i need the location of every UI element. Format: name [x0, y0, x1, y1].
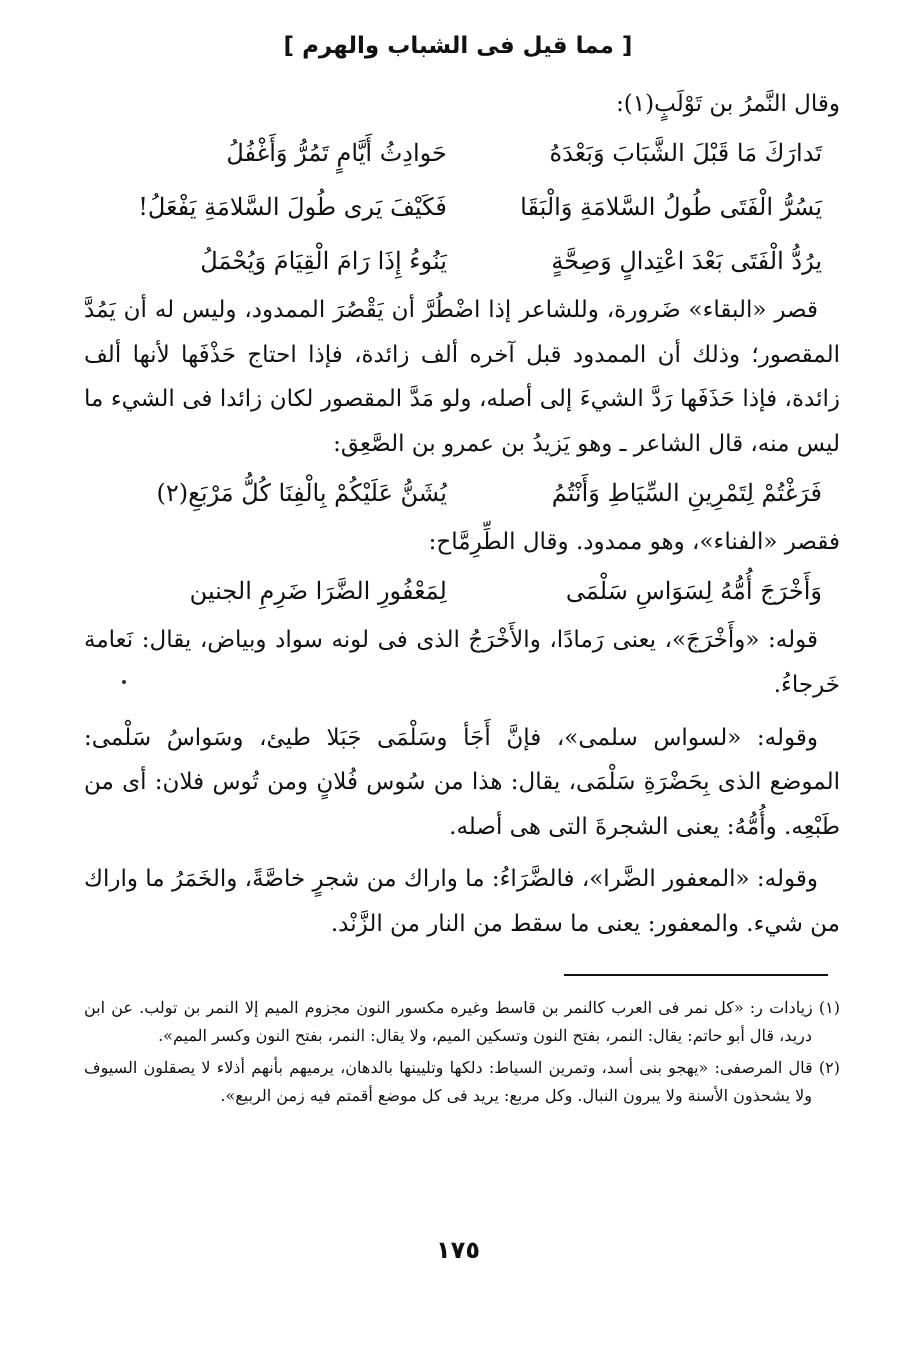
intro-line-1: وقال النَّمرُ بن تَوْلَبٍ(١): — [616, 91, 840, 117]
verse-first-hemistich: يرُدُّ الْفَتَى بَعْدَ اعْتِدالٍ وَصِحَّةٍ — [551, 247, 822, 275]
footnote-2: (٢) قال المرصفى: «يهجو بنى أسد، وتمرين السياط: دلكها وتليينها بالدهان، يرميهم بأنهم أذلاء لا يصقلون السيوف ولا يشحذون الأسنة ولا يبرون النبال. وكل مربع: يريد فى كل موضع أقمتم فيه زمن الربيع». — [84, 1058, 840, 1105]
verse-line — [84, 180, 840, 234]
running-title: [ مما قيل فى الشباب والهرم ] — [283, 33, 633, 59]
verse-line — [84, 466, 840, 520]
verse-second-hemistich: يَنُوءُ إِذَا رَامَ الْقِيَامَ وَيُحْمَلُ — [200, 247, 447, 275]
ink-speck — [122, 680, 126, 684]
page-number: ١٧٥ — [436, 1236, 480, 1264]
verse-first-hemistich: تَدارَكَ مَا قَبْلَ الشَّبَابَ وَبَعْدَهُ — [549, 139, 822, 167]
paragraph-2: قوله: «وأَخْرَجَ»، يعنى رَمادًا، والأَخْرَجُ الذى فى لونه سواد وبياض، يقال: نَعامة خَرجاءُ. — [84, 627, 840, 698]
footnotes — [84, 994, 840, 1114]
intro-line-2: فقصر «الفناء»، وهو ممدود. وقال الطِّرِمَّاح: — [428, 529, 840, 556]
verse-group-2 — [84, 466, 840, 520]
verse-first-hemistich: فَرَغْتُمْ لِتَمْرِينِ السِّيَاطِ وَأَنْتُمُ — [551, 479, 822, 508]
footnote-divider — [564, 974, 828, 976]
verse-line — [84, 234, 840, 288]
verse-line — [84, 126, 840, 180]
verse-first-hemistich: وَأَخْرَجَ أُمُّهُ لِسَوَاسِ سَلْمَى — [565, 577, 822, 606]
verse-group-3 — [84, 564, 840, 618]
verse-group-1 — [84, 126, 840, 288]
verse-second-hemistich: يُشَنُّ عَلَيْكُمْ بِالْفِنَا كُلُّ مَرْبَعِ(٢) — [156, 479, 447, 508]
main-text — [84, 82, 840, 947]
verse-line — [84, 564, 840, 618]
paragraph-4: وقوله: «المعفور الضَّرا»، فالضَّرَاءُ: ما واراك من شجرٍ خاصَّةً، والخَمَرُ ما واراك من شيء. والمعفور: يعنى ما سقط من النار من الزَّنْد. — [84, 866, 840, 937]
verse-second-hemistich: فَكَيْفَ يَرى طُولَ السَّلامَةِ يَفْعَلُ! — [138, 193, 447, 221]
footnote-1: (١) زيادات ر: «كل نمر فى العرب كالنمر بن قاسط وغيره مكسور النون مجزوم الميم إلا النمر بن تولب. عن ابن دريد، قال أبو حاتم: يقال: النمر، بفتح النون وتسكين الميم، ولا يقال: النمر، بفتح النون وكسر الميم». — [84, 998, 840, 1045]
verse-second-hemistich: حَوادِثُ أَيَّامٍ تَمُرُّ وَأَغْفُلُ — [226, 139, 447, 167]
paragraph-3: وقوله: «لسواس سلمى»، فإنَّ أَجَأ وسَلْمَى جَبَلا طيئ، وسَواسُ سَلْمى: الموضع الذى بِحَضْرَةِ سَلْمَى، يقال: هذا من سُوس فُلانٍ ومن تُوس فلان: أى من طَبْعِه. وأُمُّهُ: يعنى الشجرةَ التى هى أصله. — [84, 724, 840, 840]
verse-first-hemistich: يَسُرُّ الْفَتَى طُولُ السَّلامَةِ وَالْبَقَا — [520, 193, 822, 221]
paragraph-1: قصر «البقاء» ضَرورة، وللشاعر إذا اضْطُرَّ أن يَقْصُرَ الممدود، وليس له أن يَمُدَّ المقصور؛ وذلك أن الممدود قبل آخره ألف زائدة، فإذا احتاج حَذْفَها لأنها ألف زائدة، فإذا حَذَفَها رَدَّ الشيءَ إلى أصله، ولو مَدَّ المقصور لكان زائدا فى الشيء ما ليس منه، قال الشاعر ـ وهو يَزيدُ بن عمرو بن الصَّعِق: — [84, 297, 840, 457]
verse-second-hemistich: لِمَعْفُورِ الضَّرَا ضَرِمِ الجنين — [189, 577, 447, 606]
